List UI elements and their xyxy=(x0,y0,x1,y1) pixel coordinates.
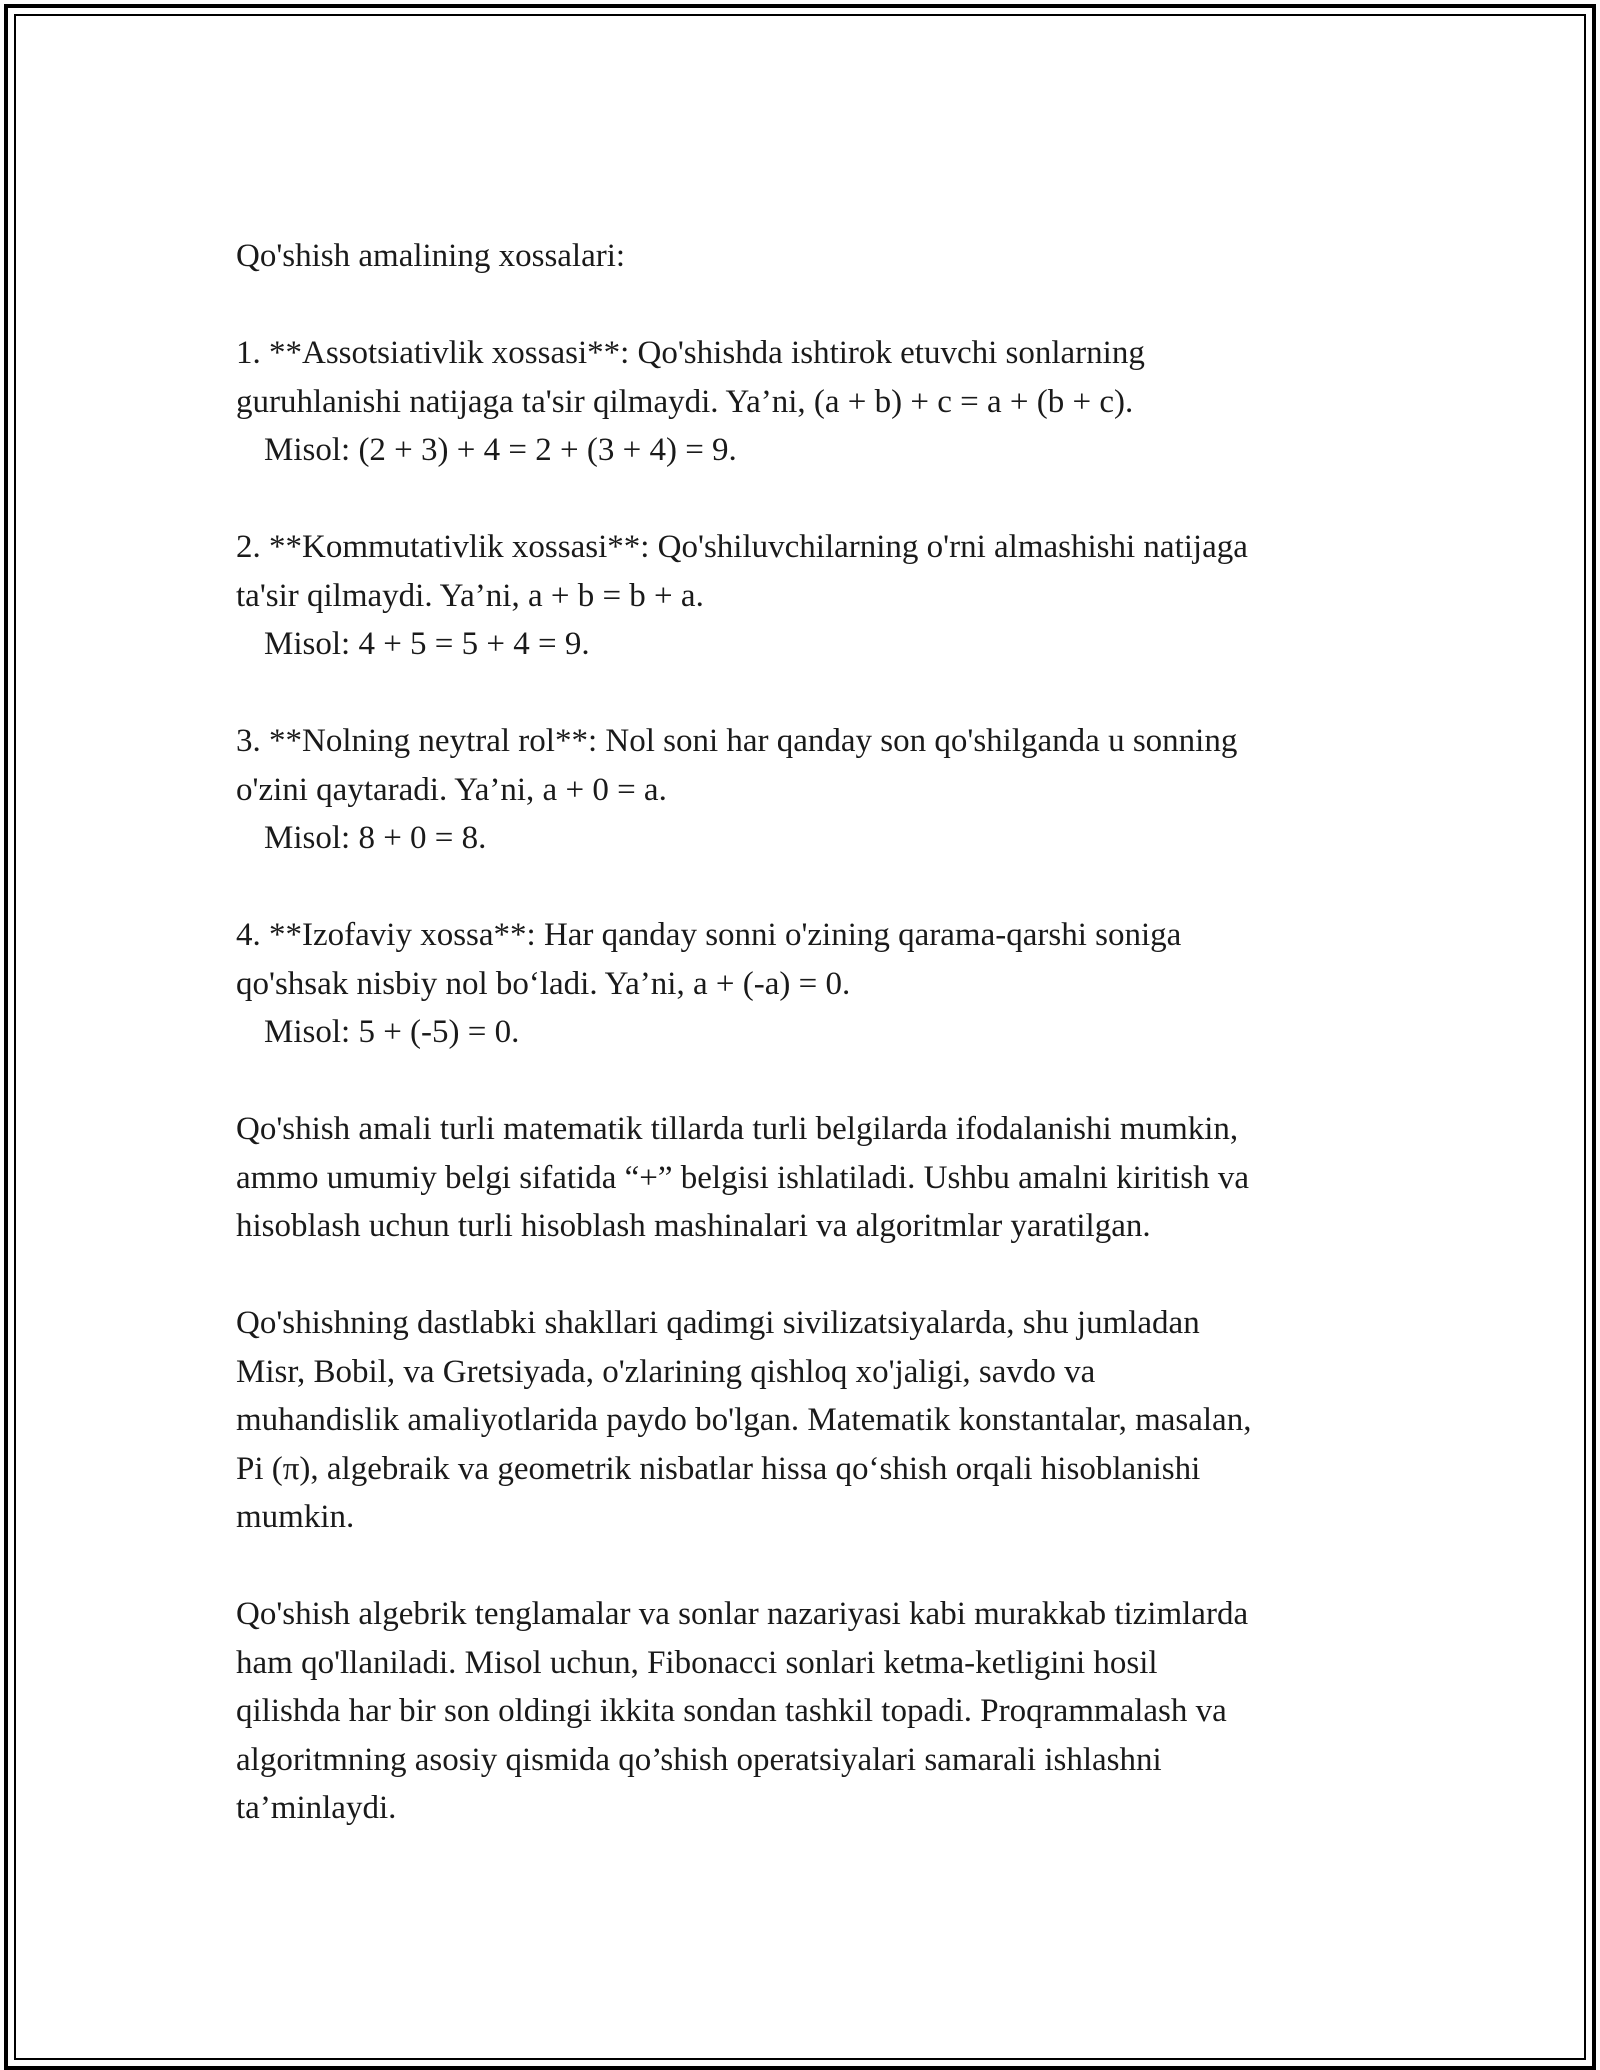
paragraph-line: ammo umumiy belgi sifatida “+” belgisi ishlatiladi. Ushbu amalni kiritish va xyxy=(236,1159,1250,1196)
paragraph-notation xyxy=(236,1105,1396,1251)
paragraph-line: muhandislik amaliyotlarida paydo bo'lgan. Matematik konstantalar, masalan, xyxy=(236,1402,1252,1438)
property-line: 4. **Izofaviy xossa**: Har qanday sonni o'zining qarama-qarshi soniga xyxy=(236,917,1182,953)
paragraph-line: Pi (π), algebraik va geometrik nisbatlar hissa qo‘shish orqali hisoblanishi xyxy=(236,1450,1201,1487)
property-example: Misol: 4 + 5 = 5 + 4 = 9. xyxy=(264,626,590,662)
paragraph-line: ham qo'llaniladi. Misol uchun, Fibonacci sonlari ketma-ketligini hosil xyxy=(236,1644,1158,1681)
paragraph-line: qilishda har bir son oldingi ikkita sondan tashkil topadi. Proqrammalash va xyxy=(236,1693,1227,1729)
property-line: 3. **Nolning neytral rol**: Nol soni har qanday son qo'shilganda u sonning xyxy=(236,723,1238,759)
paragraph-line: Misr, Bobil, va Gretsiyada, o'zlarining qishloq xo'jaligi, savdo va xyxy=(236,1353,1096,1390)
property-example: Misol: (2 + 3) + 4 = 2 + (3 + 4) = 9. xyxy=(264,432,737,468)
property-line: 1. **Assotsiativlik xossasi**: Qo'shishda ishtirok etuvchi sonlarning xyxy=(236,335,1145,371)
property-item-2 xyxy=(236,523,1396,669)
paragraph-line: algoritmning asosiy qismida qo’shish operatsiyalari samarali ishlashni xyxy=(236,1741,1162,1778)
paragraph-line: Qo'shishning dastlabki shakllari qadimgi sivilizatsiyalarda, shu jumladan xyxy=(236,1305,1200,1341)
property-item-4 xyxy=(236,911,1396,1057)
property-line: o'zini qaytaradi. Ya’ni, a + 0 = a. xyxy=(236,771,667,808)
property-line: qo'shsak nisbiy nol bo‘ladi. Ya’ni, a + (-a) = 0. xyxy=(236,965,851,1002)
paragraph-line: Qo'shish amali turli matematik tillarda turli belgilarda ifodalanishi mumkin, xyxy=(236,1111,1239,1147)
document-heading: Qo'shish amalining xossalari: xyxy=(236,238,626,274)
paragraph-line: Qo'shish algebrik tenglamalar va sonlar nazariyasi kabi murakkab tizimlarda xyxy=(236,1596,1249,1632)
paragraph-history xyxy=(236,1299,1396,1542)
property-example: Misol: 8 + 0 = 8. xyxy=(264,820,487,856)
paragraph-applications xyxy=(236,1590,1396,1833)
paragraph-line: mumkin. xyxy=(236,1499,355,1535)
property-line: 2. **Kommutativlik xossasi**: Qo'shiluvchilarning o'rni almashishi natijaga xyxy=(236,529,1248,565)
document-body xyxy=(236,232,1396,1833)
property-example: Misol: 5 + (-5) = 0. xyxy=(264,1014,520,1050)
paragraph-line: ta’minlaydi. xyxy=(236,1790,397,1826)
property-line: guruhlanishi natijaga ta'sir qilmaydi. Ya’ni, (a + b) + c = a + (b + c). xyxy=(236,383,1134,420)
property-item-3 xyxy=(236,717,1396,863)
property-item-1 xyxy=(236,329,1396,475)
property-line: ta'sir qilmaydi. Ya’ni, a + b = b + a. xyxy=(236,577,704,614)
paragraph-line: hisoblash uchun turli hisoblash mashinalari va algoritmlar yaratilgan. xyxy=(236,1208,1151,1244)
